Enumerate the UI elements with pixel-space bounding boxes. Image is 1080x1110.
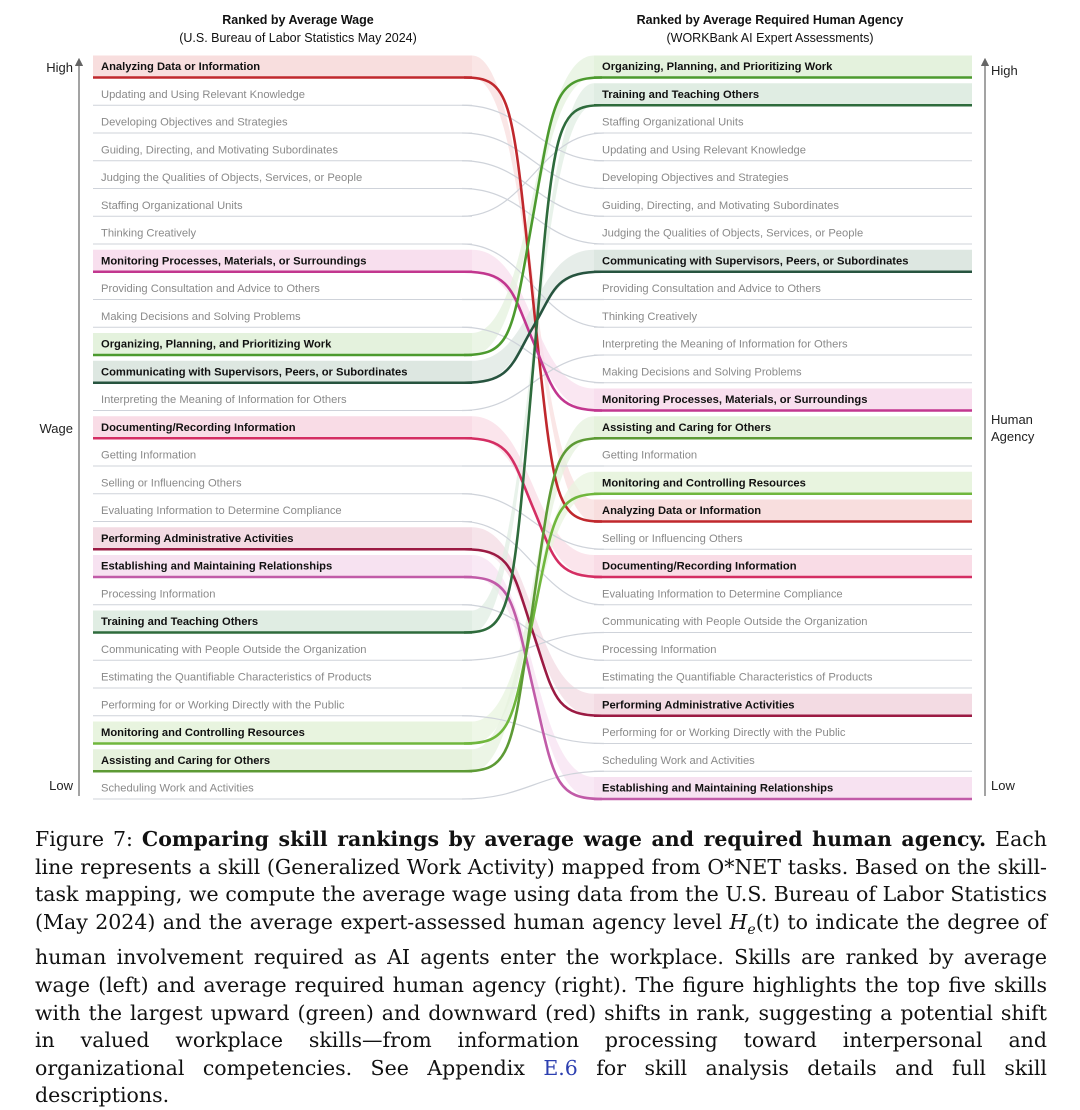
left-skill-label-updating-and-using-relevant-knowledge: Updating and Using Relevant Knowledge — [101, 88, 305, 101]
right-skill-label-monitoring-processes-materials-or-surroundings: Monitoring Processes, Materials, or Surroundings — [602, 394, 868, 406]
left-skill-label-monitoring-processes-materials-or-surroundings: Monitoring Processes, Materials, or Surroundings — [101, 255, 367, 268]
left-axis-high-label: High — [46, 60, 73, 75]
left-skill-label-interpreting-the-meaning-of-information-for-others: Interpreting the Meaning of Information for Others — [101, 394, 347, 406]
left-skill-label-staffing-organizational-units: Staffing Organizational Units — [101, 199, 243, 212]
connector-updating-and-using-relevant-knowledge — [462, 105, 604, 161]
left-skill-label-organizing-planning-and-prioritizing-work: Organizing, Planning, and Prioritizing Work — [101, 338, 332, 351]
right-skill-label-selling-or-influencing-others: Selling or Influencing Others — [602, 532, 743, 545]
right-skill-label-processing-information: Processing Information — [602, 643, 717, 656]
right-skill-label-evaluating-information-to-determine-compliance: Evaluating Information to Determine Compliance — [602, 588, 843, 601]
right-skill-label-establishing-and-maintaining-relationships: Establishing and Maintaining Relationships — [602, 782, 834, 795]
right-skill-label-communicating-with-people-outside-the-organization: Communicating with People Outside the Organization — [602, 616, 868, 628]
left-axis-low-label: Low — [49, 778, 73, 793]
caption-prefix: Figure 7: — [35, 827, 142, 851]
right-column-subtitle: (WORKBank AI Expert Assessments) — [666, 31, 874, 45]
caption-title: Comparing skill rankings by average wage and required human agency. — [141, 827, 987, 851]
right-skill-label-getting-information: Getting Information — [602, 449, 698, 462]
left-skill-label-assisting-and-caring-for-others: Assisting and Caring for Others — [101, 754, 271, 767]
left-skill-label-judging-the-qualities-of-objects-services-or-people: Judging the Qualities of Objects, Services, or People — [101, 172, 363, 184]
right-axis-label-line1: Human — [991, 412, 1033, 427]
appendix-link[interactable]: E.6 — [543, 1055, 578, 1080]
right-skill-label-monitoring-and-controlling-resources: Monitoring and Controlling Resources — [602, 477, 806, 490]
caption-body-part3: for skill analysis details and full skill descriptions. — [35, 1055, 1047, 1108]
caption-math-sub: e — [747, 921, 756, 938]
left-skill-label-getting-information: Getting Information — [101, 449, 197, 462]
left-skill-label-developing-objectives-and-strategies: Developing Objectives and Strategies — [101, 116, 288, 129]
figure-caption — [35, 826, 1047, 1110]
caption-body-part2: to indicate the degree of human involvement required as AI agents enter the workplace. Skills are ranked by average wage (left) and average required human agency (right). The figure highlights the top five skills with the largest upward (green) and downward (red) shifts in rank, suggesting a potential shift in valued workplace skills—from information processing toward interpersonal and organizational competencies. See Appendix — [35, 909, 1047, 1080]
left-skill-label-training-and-teaching-others: Training and Teaching Others — [101, 616, 259, 628]
right-skill-label-performing-for-or-working-directly-with-the-public: Performing for or Working Directly with the Public — [602, 727, 846, 739]
left-axis-label: Wage — [39, 421, 73, 436]
left-skill-label-documenting-recording-information: Documenting/Recording Information — [101, 421, 296, 434]
left-skill-label-evaluating-information-to-determine-compliance: Evaluating Information to Determine Compliance — [101, 505, 342, 517]
caption-math-var: H — [729, 909, 748, 934]
right-skill-label-performing-administrative-activities: Performing Administrative Activities — [602, 699, 795, 712]
left-skill-label-making-decisions-and-solving-problems: Making Decisions and Solving Problems — [101, 310, 301, 323]
left-skill-label-thinking-creatively: Thinking Creatively — [101, 227, 197, 240]
right-skill-label-estimating-the-quantifiable-characteristics-of-products: Estimating the Quantifiable Characteristics of Products — [602, 671, 873, 684]
right-skill-label-scheduling-work-and-activities: Scheduling Work and Activities — [602, 754, 755, 767]
left-skill-label-analyzing-data-or-information: Analyzing Data or Information — [101, 61, 261, 73]
right-skill-label-judging-the-qualities-of-objects-services-or-people: Judging the Qualities of Objects, Services, or People — [602, 227, 864, 240]
right-axis-high-label: High — [991, 63, 1018, 78]
right-axis-label-line2: Agency — [991, 429, 1035, 444]
left-skill-label-processing-information: Processing Information — [101, 588, 216, 601]
left-skill-label-selling-or-influencing-others: Selling or Influencing Others — [101, 477, 242, 490]
left-skill-label-providing-consultation-and-advice-to-others: Providing Consultation and Advice to Others — [101, 283, 320, 295]
right-skill-label-thinking-creatively: Thinking Creatively — [602, 310, 698, 323]
right-skill-label-analyzing-data-or-information: Analyzing Data or Information — [602, 505, 762, 517]
right-skill-label-staffing-organizational-units: Staffing Organizational Units — [602, 116, 744, 129]
right-skill-label-assisting-and-caring-for-others: Assisting and Caring for Others — [602, 421, 772, 434]
left-skill-label-guiding-directing-and-motivating-subordinates: Guiding, Directing, and Motivating Subordinates — [101, 144, 338, 157]
right-skill-label-documenting-recording-information: Documenting/Recording Information — [602, 560, 797, 573]
left-skill-label-performing-administrative-activities: Performing Administrative Activities — [101, 532, 294, 545]
right-skill-label-providing-consultation-and-advice-to-others: Providing Consultation and Advice to Others — [602, 283, 821, 295]
left-skill-label-monitoring-and-controlling-resources: Monitoring and Controlling Resources — [101, 727, 305, 739]
caption-body-part1: Each line represents a skill (Generalized Work Activity) mapped from O*NET tasks. Based on the skill-task mapping, we compute the average wage using data from the U.S. Bureau of Labor Statistics (May 2024) and the average expert-assessed human agency level — [35, 827, 1047, 934]
right-skill-label-interpreting-the-meaning-of-information-for-others: Interpreting the Meaning of Information for Others — [602, 338, 848, 351]
left-skill-label-estimating-the-quantifiable-characteristics-of-products: Estimating the Quantifiable Characteristics of Products — [101, 671, 372, 684]
left-column-title: Ranked by Average Wage — [222, 13, 374, 27]
left-skill-label-performing-for-or-working-directly-with-the-public: Performing for or Working Directly with the Public — [101, 699, 345, 712]
left-skill-label-communicating-with-people-outside-the-organization: Communicating with People Outside the Organization — [101, 643, 367, 656]
right-skill-label-training-and-teaching-others: Training and Teaching Others — [602, 88, 760, 101]
right-skill-label-updating-and-using-relevant-knowledge: Updating and Using Relevant Knowledge — [602, 144, 806, 157]
left-column-subtitle: (U.S. Bureau of Labor Statistics May 2024) — [179, 31, 417, 45]
left-skill-label-communicating-with-supervisors-peers-or-subordinates: Communicating with Supervisors, Peers, or Subordinates — [101, 366, 408, 379]
right-column-title: Ranked by Average Required Human Agency — [636, 13, 904, 27]
caption-math-arg: (t) — [755, 909, 780, 934]
right-skill-label-developing-objectives-and-strategies: Developing Objectives and Strategies — [602, 172, 789, 184]
connector-communicating-with-people-outside-the-organization — [462, 633, 604, 661]
right-skill-label-making-decisions-and-solving-problems: Making Decisions and Solving Problems — [602, 366, 802, 379]
left-skill-label-establishing-and-maintaining-relationships: Establishing and Maintaining Relationships — [101, 560, 333, 573]
left-skill-label-scheduling-work-and-activities: Scheduling Work and Activities — [101, 782, 254, 795]
right-skill-label-communicating-with-supervisors-peers-or-subordinates: Communicating with Supervisors, Peers, or Subordinates — [602, 255, 909, 268]
connector-developing-objectives-and-strategies — [462, 133, 604, 189]
right-skill-label-guiding-directing-and-motivating-subordinates: Guiding, Directing, and Motivating Subordinates — [602, 199, 839, 212]
right-skill-label-organizing-planning-and-prioritizing-work: Organizing, Planning, and Prioritizing Work — [602, 61, 833, 73]
right-axis-low-label: Low — [991, 778, 1015, 793]
